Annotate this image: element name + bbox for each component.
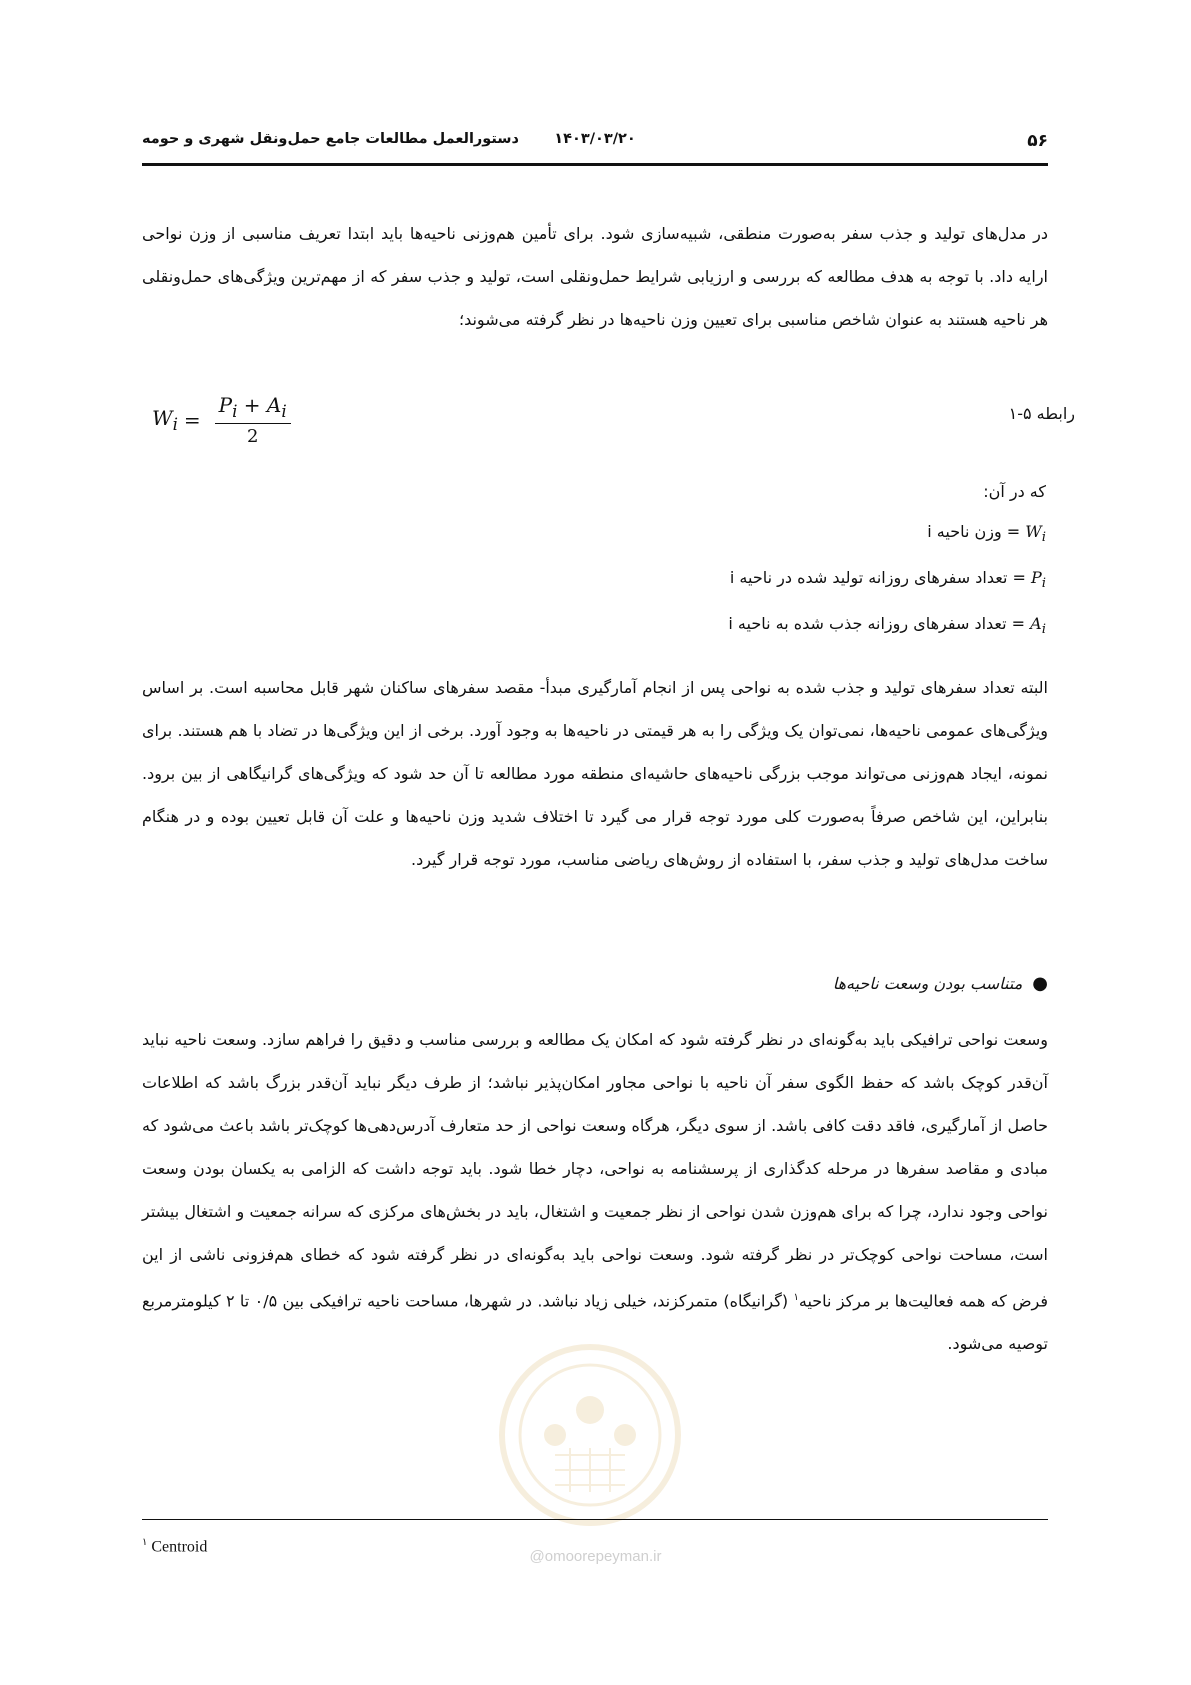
document-title: دستورالعمل مطالعات جامع حمل‌ونقل شهری و حومه xyxy=(142,131,519,147)
definition-item: $A_i$ = تعداد سفرهای روزانه جذب شده به ناحیه i xyxy=(728,614,1046,638)
formula-fraction xyxy=(215,393,291,447)
formula-denominator: 2 xyxy=(246,426,259,447)
bullet-heading xyxy=(833,973,1048,994)
definition-item: $P_i$ = تعداد سفرهای روزانه تولید شده در ناحیه i xyxy=(729,568,1046,592)
footnote-rule xyxy=(142,1519,1048,1520)
definition-list xyxy=(728,472,1046,651)
formula-label: رابطه ۵-۱ xyxy=(1008,404,1075,423)
formula-lhs: $W_i$ xyxy=(152,406,178,434)
definition-intro: که در آن: xyxy=(983,482,1046,501)
footnote-text: Centroid xyxy=(151,1538,208,1556)
header-rule xyxy=(142,163,1048,166)
formula-equals: = xyxy=(183,408,201,432)
paragraph-explanation: البته تعداد سفرهای تولید و جذب شده به نواحی پس از انجام آمارگیری مبدأ- مقصد سفرهای ساکنان شهر قابل محاسبه است. بر اساس ویژگی‌های عمومی ناحیه‌ها، نمی‌توان یک ویژگی را به هر قیمتی در ناحیه‌ها به وجود آورد. برخی از این ویژگی‌ها در تضاد با هم هستند. برای نمونه، ایجاد هم‌وزنی می‌تواند موجب بزرگی ناحیه‌های حاشیه‌ای منطقه مورد مطالعه تا آن حد شود که ویژگی‌های گرانیگاهی از بین برود. بنابراین، این شاخص صرفاً به‌صورت کلی مورد توجه قرار می گیرد تا اختلاف شدید وزن ناحیه‌ها و علت آن قابل تعیین بوده و در هنگام ساخت مدل‌های تولید و جذب سفر، با استفاده از روش‌های ریاضی مناسب، مورد توجه قرار گیرد. xyxy=(142,678,1048,869)
watermark-logo xyxy=(495,1340,685,1530)
page-number: ۵۶ xyxy=(1027,131,1048,151)
definition-item: $W_i$ = وزن ناحیه i xyxy=(927,522,1046,546)
footnote-marker: ۱ xyxy=(142,1537,148,1548)
bullet-dot-icon: ● xyxy=(1032,973,1048,994)
footnote-reference: ۱ xyxy=(793,1292,799,1303)
paragraph-intro: در مدل‌های تولید و جذب سفر به‌صورت منطقی، شبیه‌سازی شود. برای تأمین هم‌وزنی ناحیه‌ها باید ابتدا تعریف مناسبی از وزن نواحی ارایه داد. با توجه به هدف مطالعه که بررسی و ارزیابی شرایط حمل‌ونقلی است، تولید و جذب سفر که از مهم‌ترین ویژگی‌های حمل‌ونقلی هر ناحیه هستند به عنوان شاخص مناسبی برای تعیین وزن ناحیه‌ها در نظر گرفته می‌شوند؛ xyxy=(142,224,1048,329)
weight-formula xyxy=(152,393,291,447)
footnote xyxy=(142,1537,207,1556)
page-header xyxy=(142,131,1048,153)
formula-numerator: $P_i + A_i$ xyxy=(215,393,291,424)
bullet-heading-text: متناسب بودن وسعت ناحیه‌ها xyxy=(832,974,1023,993)
paragraph-zone-size: وسعت نواحی ترافیکی باید به‌گونه‌ای در نظر گرفته شود که امکان یک مطالعه و بررسی مناسب و دقیق را فراهم سازد. وسعت ناحیه نباید آن‌قدر کوچک باشد که حفظ الگوی سفر آن ناحیه با نواحی مجاور امکان‌پذیر نباشد؛ از طرف دیگر نباید آن‌قدر بزرگ باشد که اطلاعات حاصل از آمارگیری، فاقد دقت کافی باشد. از سوی دیگر، هرگاه وسعت نواحی از حد متعارف آدرس‌دهی‌ها کوچک‌تر باشد باعث می‌شود که مبادی و مقاصد سفرها در مرحله کدگذاری از پرسشنامه به نواحی، دچار خطا شود. باید توجه داشت که الزامی به یکسان بودن وسعت نواحی وجود ندارد، چرا که برای هم‌وزن شدن نواحی از نظر جمعیت و اشتغال، باید در بخش‌های مرکزی که سرانه جمعیت و اشتغال بیشتر است، مساحت نواحی کوچک‌تر در نظر گرفته شود. وسعت نواحی باید به‌گونه‌ای در نظر گرفته شود که خطای هم‌فزونی ناشی از این فرض که همه فعالیت‌ها بر مرکز ناحیه$^۱$ (گرانیگاه) متمرکزند، خیلی زیاد نباشد. در شهرها، مساحت ناحیه ترافیکی بین ۰/۵ تا ۲ کیلومترمربع توصیه می‌شود. xyxy=(142,1030,1049,1354)
header-date: ۱۴۰۳/۰۳/۲۰ xyxy=(554,131,636,147)
watermark-site: @omoorepeyman.ir xyxy=(529,1548,662,1565)
